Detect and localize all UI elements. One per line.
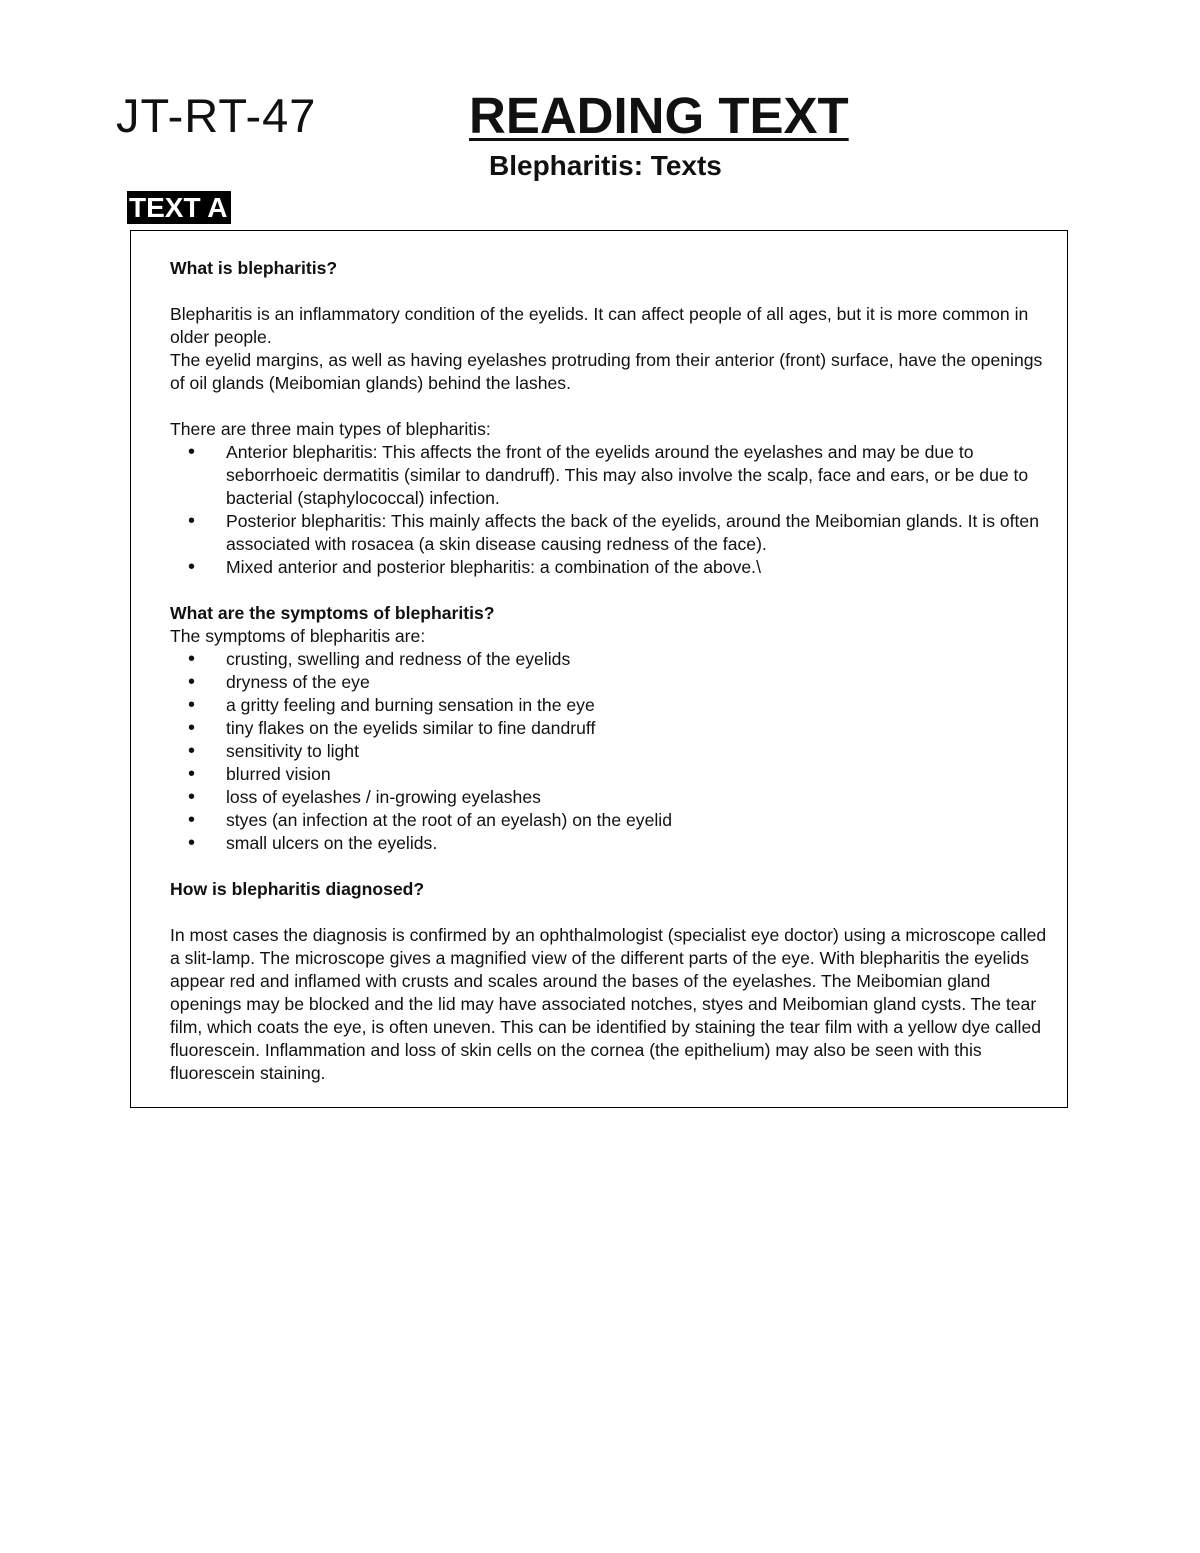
list-item: • a gritty feeling and burning sensation in the eye	[226, 694, 1060, 717]
question-symptoms: What are the symptoms of blepharitis?	[170, 603, 495, 623]
document-title: READING TEXT	[469, 87, 849, 144]
list-item: • loss of eyelashes / in-growing eyelashes	[226, 786, 1060, 809]
document-subtitle: Blepharitis: Texts	[489, 150, 722, 181]
types-list	[170, 441, 1060, 579]
list-item: • styes (an infection at the root of an eyelash) on the eyelid	[226, 809, 1060, 832]
list-item: • dryness of the eye	[226, 671, 1060, 694]
paragraph-eyelid-margins: The eyelid margins, as well as having eyelashes protruding from their anterior (front) surface, have the openings of oil glands (Meibomian glands) behind the lashes.	[170, 350, 1043, 393]
list-item: • blurred vision	[226, 763, 1060, 786]
list-item: • Posterior blepharitis: This mainly affects the back of the eyelids, around the Meibomian glands. It is often associated with rosacea (a skin disease causing redness of the face).	[226, 510, 1060, 556]
symptoms-list	[170, 648, 1060, 855]
text-a-content	[170, 257, 1060, 1085]
paragraph-definition: Blepharitis is an inflammatory condition of the eyelids. It can affect people of all ages, but it is more common in older people.	[170, 304, 1029, 347]
list-item: • crusting, swelling and redness of the eyelids	[226, 648, 1060, 671]
question-what-is: What is blepharitis?	[170, 258, 338, 278]
text-a-box	[130, 230, 1068, 1108]
symptoms-intro: The symptoms of blepharitis are:	[170, 626, 426, 646]
document-code: JT-RT-47	[116, 89, 317, 142]
list-item: • Anterior blepharitis: This affects the front of the eyelids around the eyelashes and may be due to seborrhoeic dermatitis (similar to dandruff). This may also involve the scalp, face and ears, or be due to bacterial (staphylococcal) infection.	[226, 441, 1060, 510]
question-diagnosis: How is blepharitis diagnosed?	[170, 879, 425, 899]
list-item: • Mixed anterior and posterior blepharitis: a combination of the above.\	[226, 556, 1060, 579]
list-item: • sensitivity to light	[226, 740, 1060, 763]
paragraph-diagnosis: In most cases the diagnosis is confirmed by an ophthalmologist (specialist eye doctor) using a microscope called a slit-lamp. The microscope gives a magnified view of the different parts of the eye. With blepharitis the eyelids appear red and inflamed with crusts and scales around the bases of the eyelashes. The Meibomian gland openings may be blocked and the lid may have associated notches, styes and Meibomian gland cysts. The tear film, which coats the eye, is often uneven. This can be identified by staining the tear film with a yellow dye called fluorescein. Inflammation and loss of skin cells on the cornea (the epithelium) may also be seen with this fluorescein staining.	[170, 925, 1047, 1083]
types-intro: There are three main types of blepharitis:	[170, 419, 491, 439]
text-a-label: TEXT A	[127, 191, 231, 224]
list-item: • tiny flakes on the eyelids similar to fine dandruff	[226, 717, 1060, 740]
list-item: • small ulcers on the eyelids.	[226, 832, 1060, 855]
